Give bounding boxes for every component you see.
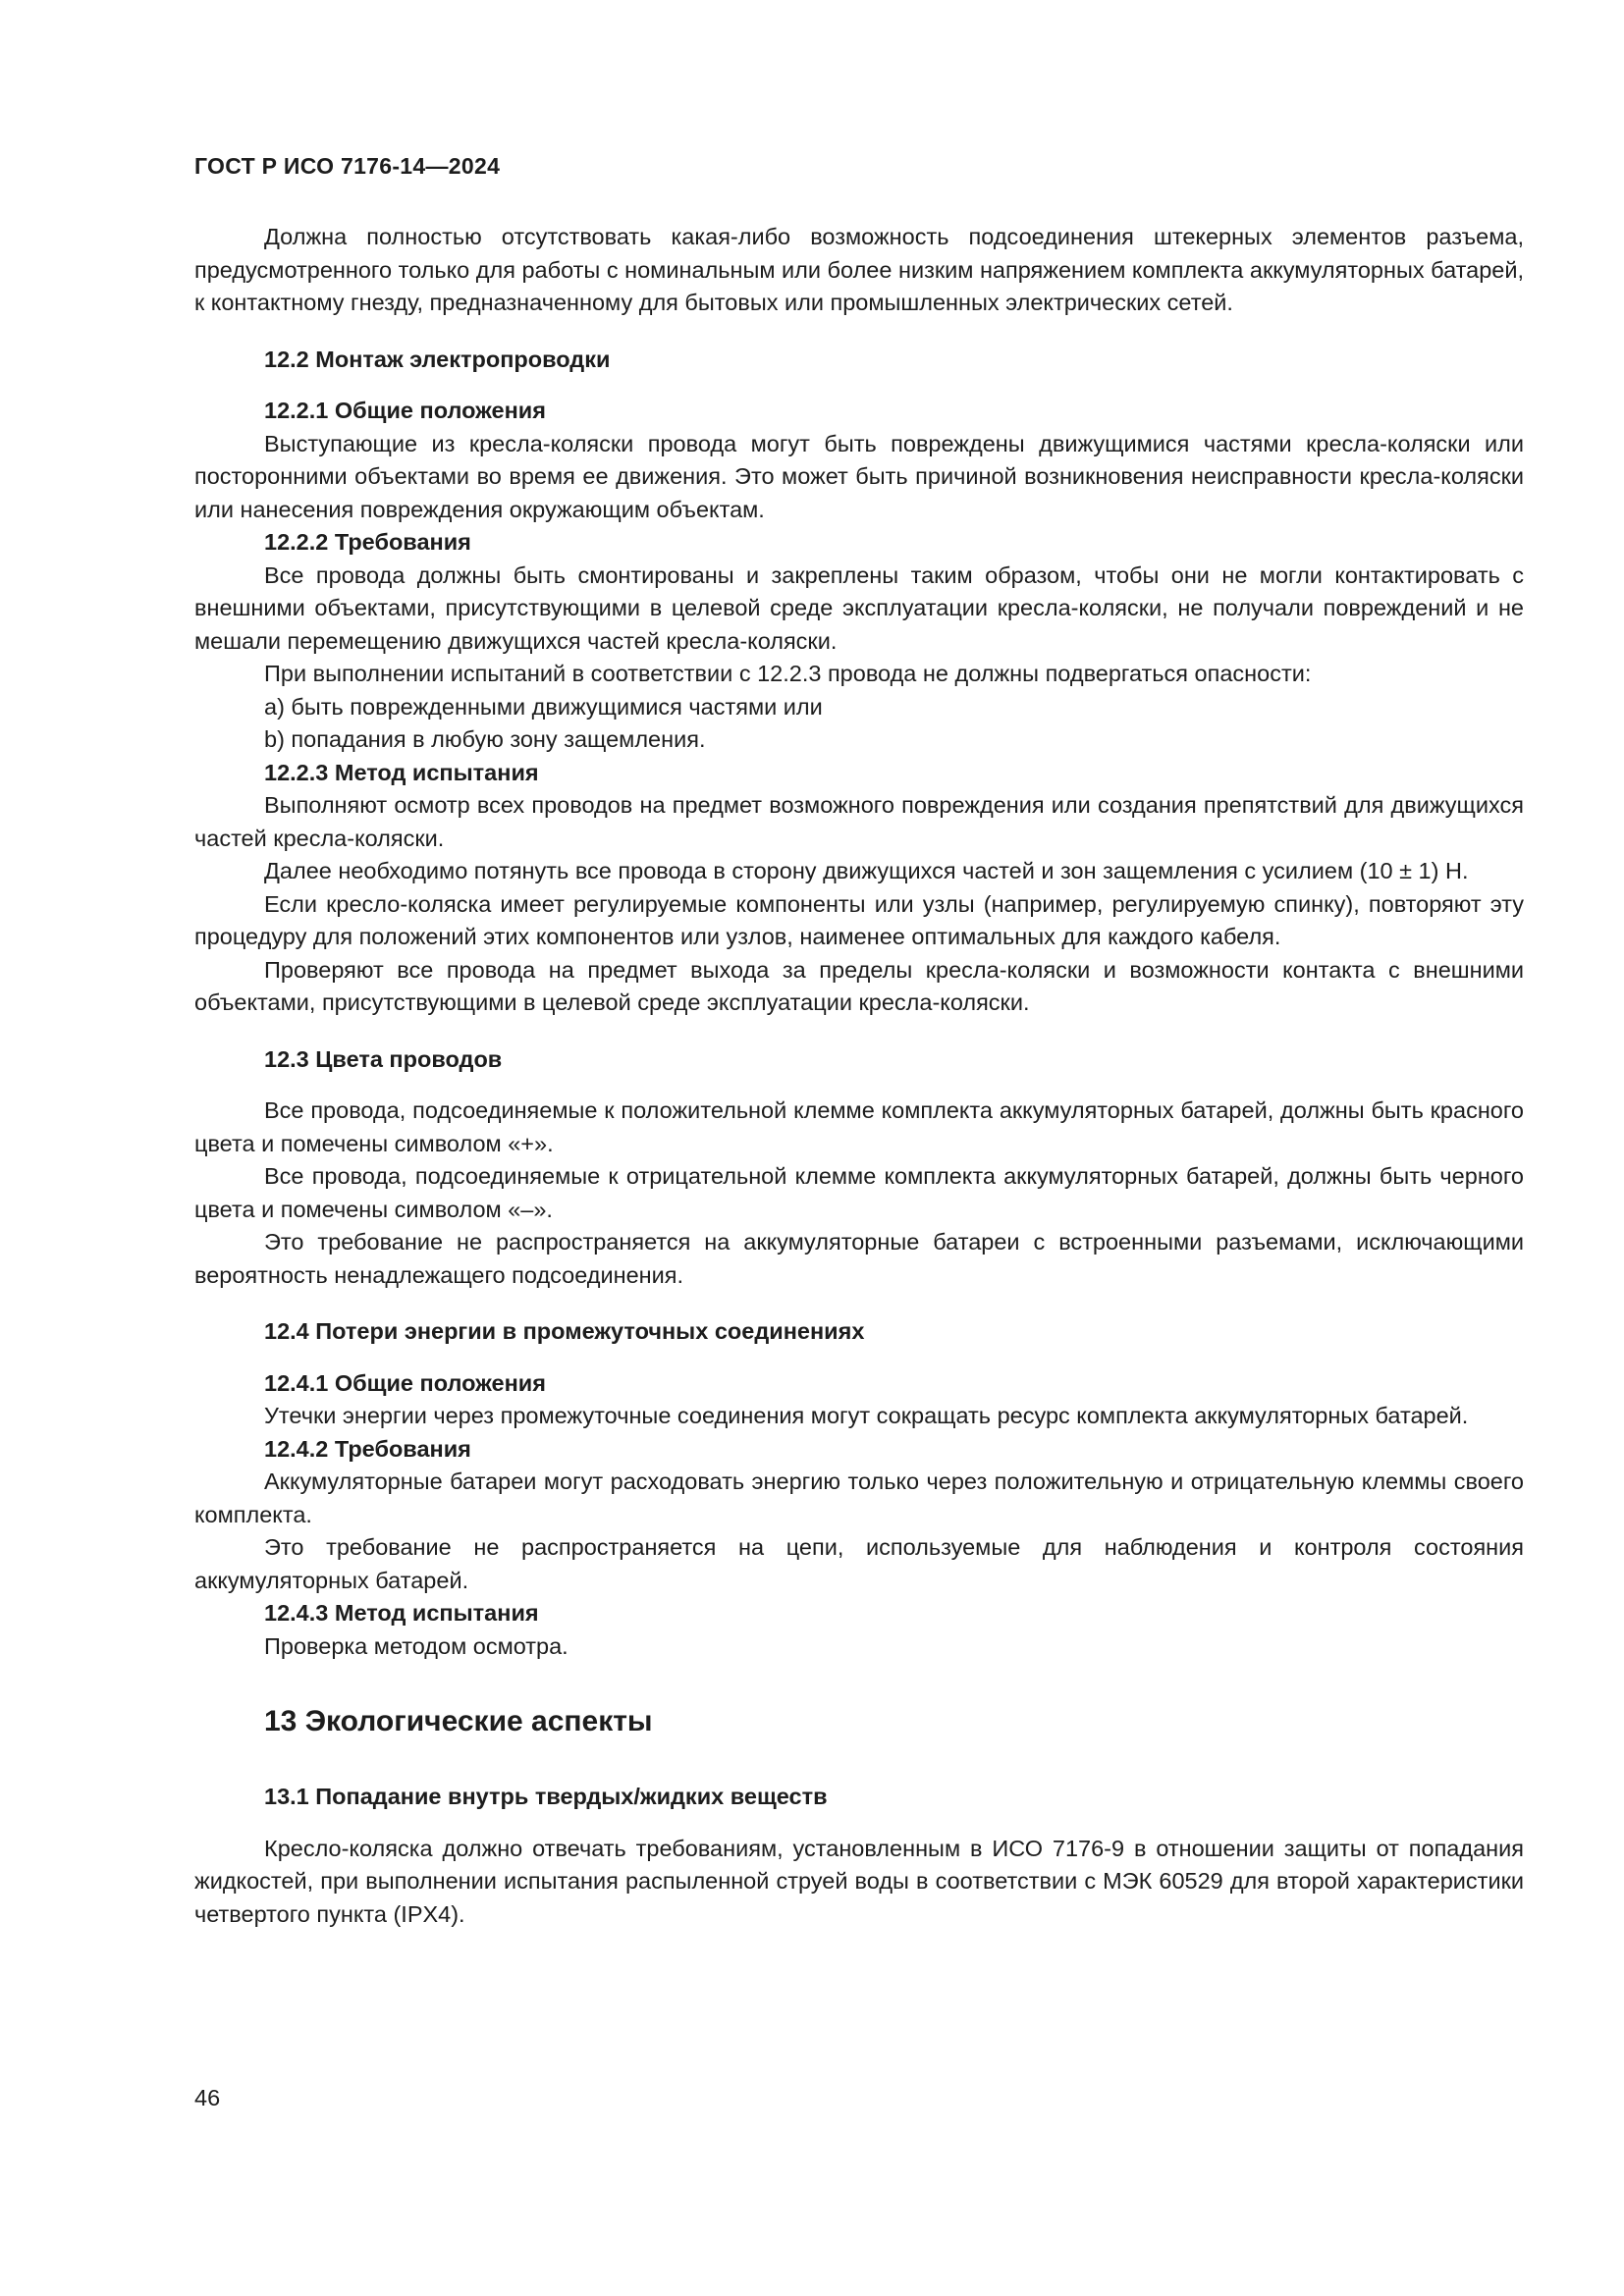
section-12-2-heading: 12.2 Монтаж электропроводки (264, 346, 611, 372)
page-number: 46 (194, 2085, 221, 2110)
paragraph: Выполняют осмотр всех проводов на предмет возможного повреждения или создания препятствий для движущихся частей кресла-коляски. (194, 792, 1524, 851)
section-13-1-heading: 13.1 Попадание внутрь твердых/жидких веществ (264, 1784, 828, 1809)
intro-paragraph: Должна полностью отсутствовать какая-либо возможность подсоединения штекерных элементов разъема, предусмотренного только для работы с номинальным или более низким напряжением комплекта аккумуляторных батарей, к контактному гнезду, предназначенному для бытовых или промышленных электрических сетей. (194, 224, 1524, 315)
section-12-2-3-heading: 12.2.3 Метод испытания (264, 759, 539, 785)
paragraph: Проверка методом осмотра. (264, 1632, 568, 1659)
paragraph: Все провода должны быть смонтированы и закреплены таким образом, чтобы они не могли контактировать с внешними объектами, присутствующими в целевой среде эксплуатации кресла-коляски, не получали повреждений и не мешали перемещению движущихся частей кресла-коляски. (194, 561, 1524, 654)
section-12-4-1-heading: 12.4.1 Общие положения (264, 1369, 546, 1396)
section-12-3-heading: 12.3 Цвета проводов (264, 1045, 503, 1072)
section-13-heading: 13 Экологические аспекты (264, 1705, 653, 1737)
paragraph: Далее необходимо потянуть все провода в сторону движущихся частей и зон защемления с усилием (10 ± 1) Н. (264, 858, 1469, 883)
paragraph: Утечки энергии через промежуточные соединения могут сокращать ресурс комплекта аккумуляторных батарей. (264, 1403, 1469, 1428)
section-12-2-1-heading: 12.2.1 Общие положения (264, 398, 546, 423)
section-12-2-2-heading: 12.2.2 Требования (264, 529, 471, 555)
paragraph: Это требование не распространяется на аккумуляторные батареи с встроенными разъемами, исключающими вероятность ненадлежащего подсоединения. (194, 1229, 1524, 1288)
paragraph: При выполнении испытаний в соответствии с 12.2.3 провода не должны подвергаться опасности: (264, 661, 1312, 686)
section-12-4-heading: 12.4 Потери энергии в промежуточных соединениях (264, 1318, 865, 1344)
paragraph: Кресло-коляска должно отвечать требованиям, установленным в ИСО 7176-9 в отношении защиты от попадания жидкостей, при выполнении испытания распыленной струей воды в соответствии с МЭК 60529 для второй характеристики четвертого пункта (IPX4). (194, 1835, 1524, 1927)
page-content (194, 221, 1524, 1931)
paragraph: Аккумуляторные батареи могут расходовать энергию только через положительную и отрицательную клеммы своего комплекта. (194, 1468, 1524, 1527)
section-12-4-3-heading: 12.4.3 Метод испытания (264, 1600, 539, 1626)
paragraph: Все провода, подсоединяемые к отрицательной клемме комплекта аккумуляторных батарей, должны быть черного цвета и помечены символом «–». (194, 1163, 1524, 1222)
section-12-4-2-heading: 12.4.2 Требования (264, 1435, 471, 1462)
paragraph: Все провода, подсоединяемые к положительной клемме комплекта аккумуляторных батарей, должны быть красного цвета и помечены символом «+». (194, 1097, 1524, 1156)
document-code-header: ГОСТ Р ИСО 7176-14—2024 (194, 153, 501, 179)
paragraph: Это требование не распространяется на цепи, используемые для наблюдения и контроля состояния аккумуляторных батарей. (194, 1534, 1524, 1593)
list-item: а) быть поврежденными движущимися частями или (264, 693, 823, 720)
list-item: b) попадания в любую зону защемления. (264, 726, 706, 752)
paragraph: Проверяют все провода на предмет выхода за пределы кресла-коляски и возможности контакта с внешними объектами, присутствующими в целевой среде эксплуатации кресла-коляски. (194, 956, 1524, 1015)
paragraph: Если кресло-коляска имеет регулируемые компоненты или узлы (например, регулируемую спинку), повторяют эту процедуру для положений этих компонентов или узлов, наименее оптимальных для каждого кабеля. (194, 890, 1524, 949)
paragraph: Выступающие из кресла-коляски провода могут быть повреждены движущимися частями кресла-коляски или посторонними объектами во время ее движения. Это может быть причиной возникновения неисправности кресла-коляски или нанесения повреждения окружающим объектам. (194, 430, 1524, 522)
